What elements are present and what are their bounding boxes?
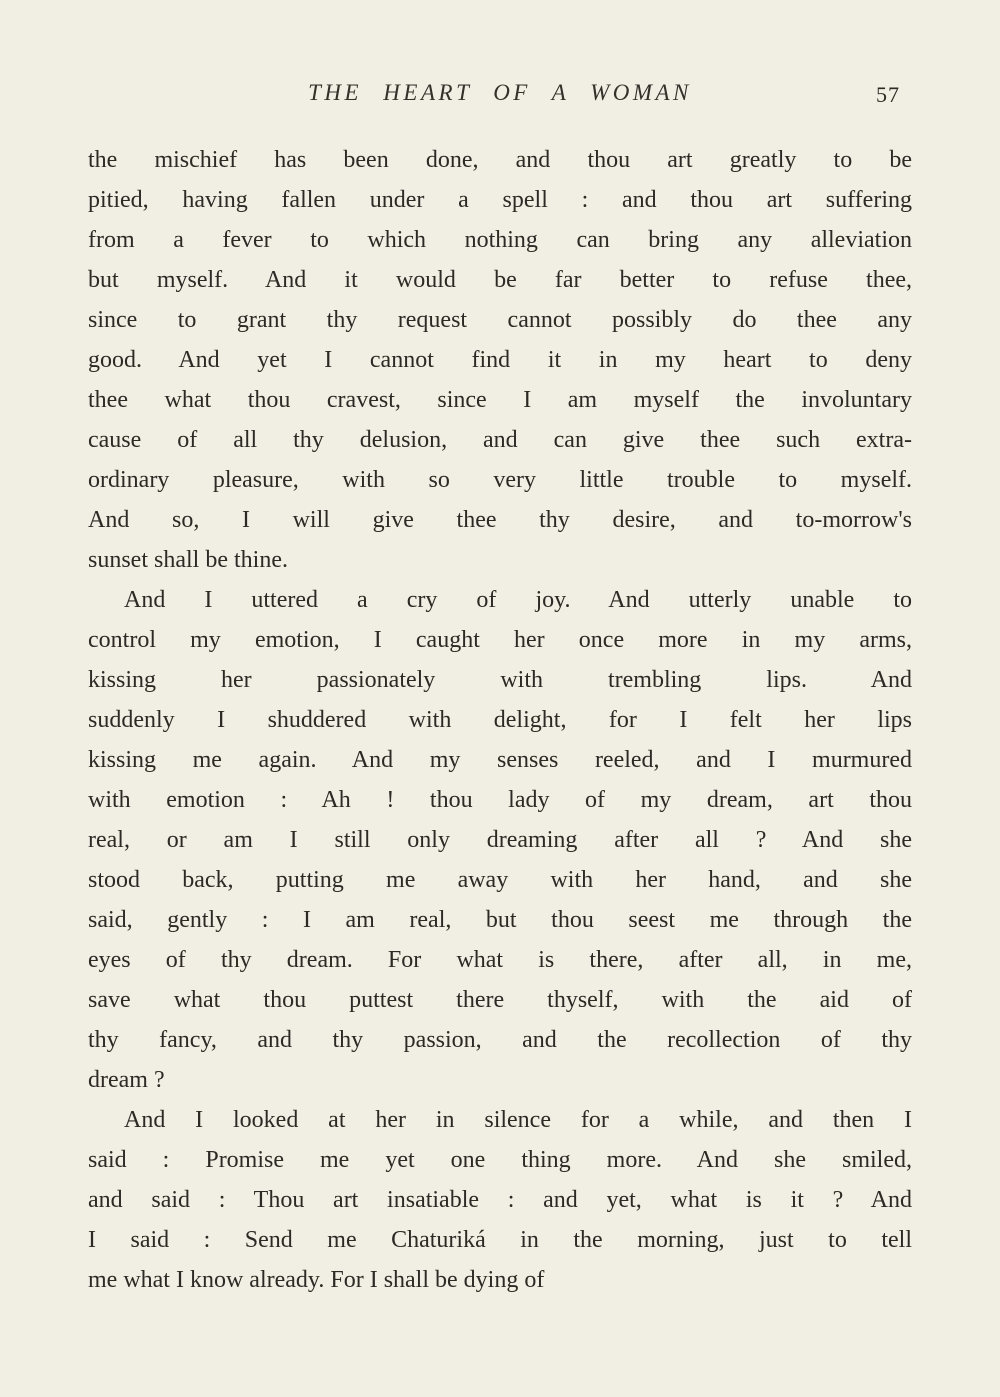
- text-line: And I uttered a cry of joy. And utterly unable to: [124, 587, 912, 613]
- paragraph: [88, 580, 912, 1100]
- page-number: 57: [876, 82, 900, 107]
- text-line: and said : Thou art insatiable : and yet, what is it ? And: [88, 1187, 912, 1213]
- text-line: save what thou puttest there thyself, with the aid of: [88, 987, 912, 1013]
- text-line: said, gently : I am real, but thou seest me through the: [88, 907, 912, 933]
- text-line: stood back, putting me away with her hand, and she: [88, 867, 912, 893]
- text-line: cause of all thy delusion, and can give thee such extra-: [88, 427, 912, 453]
- text-line: good. And yet I cannot find it in my heart to deny: [88, 347, 912, 373]
- text-line: kissing me again. And my senses reeled, and I murmured: [88, 747, 912, 773]
- text-line: eyes of thy dream. For what is there, after all, in me,: [88, 947, 912, 973]
- text-line: dream ?: [88, 1067, 165, 1093]
- text-line: pitied, having fallen under a spell : and thou art suffering: [88, 187, 912, 213]
- page-body: [88, 140, 912, 1300]
- text-line: but myself. And it would be far better to refuse thee,: [88, 267, 912, 293]
- text-line: kissing her passionately with trembling lips. And: [88, 667, 912, 693]
- page-header: [88, 80, 912, 114]
- text-line: thy fancy, and thy passion, and the recollection of thy: [88, 1027, 912, 1053]
- text-line: since to grant thy request cannot possibly do thee any: [88, 307, 912, 333]
- text-line: real, or am I still only dreaming after all ? And she: [88, 827, 912, 853]
- paragraph-continued: [88, 140, 912, 580]
- text-line: from a fever to which nothing can bring any alleviation: [88, 227, 912, 253]
- text-line: with emotion : Ah ! thou lady of my dream, art thou: [88, 787, 912, 813]
- text-line: And I looked at her in silence for a while, and then I: [124, 1107, 912, 1133]
- running-title: THE HEART OF A WOMAN: [308, 80, 692, 105]
- text-line: sunset shall be thine.: [88, 547, 288, 573]
- text-line: I said : Send me Chaturiká in the morning, just to tell: [88, 1227, 912, 1253]
- text-line: control my emotion, I caught her once more in my arms,: [88, 627, 912, 653]
- text-line: said : Promise me yet one thing more. And she smiled,: [88, 1147, 912, 1173]
- text-line: suddenly I shuddered with delight, for I felt her lips: [88, 707, 912, 733]
- text-line: And so, I will give thee thy desire, and to-morrow's: [88, 507, 912, 533]
- text-line: ordinary pleasure, with so very little trouble to myself.: [88, 467, 912, 493]
- paragraph: [88, 1100, 912, 1300]
- text-line: me what I know already. For I shall be dying of: [88, 1267, 545, 1293]
- text-line: thee what thou cravest, since I am myself the involuntary: [88, 387, 912, 413]
- text-line: the mischief has been done, and thou art greatly to be: [88, 147, 912, 173]
